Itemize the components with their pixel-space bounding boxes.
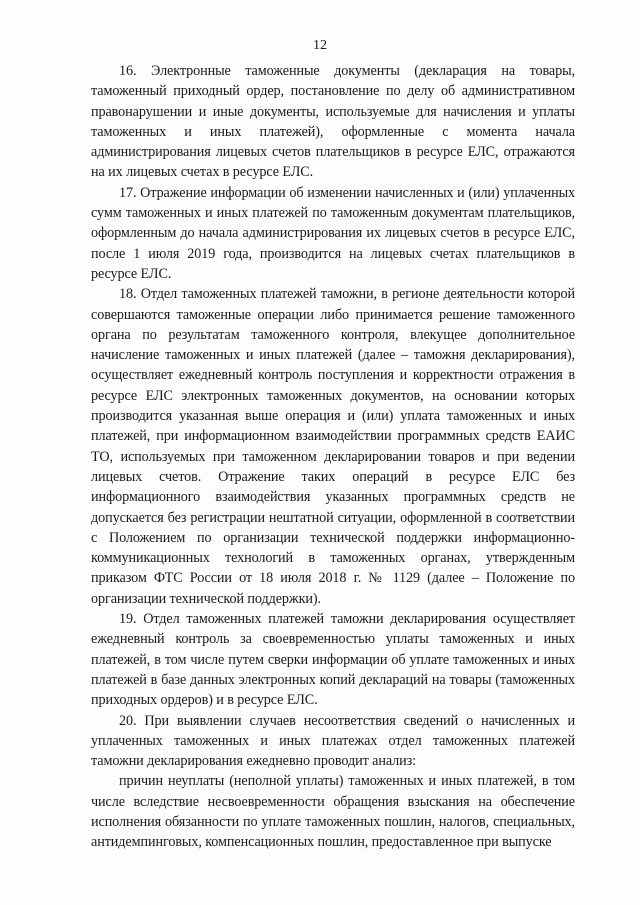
paragraph-17: 17. Отражение информации об изменении начисленных и (или) уплаченных сумм таможенных и иных платежей по таможенным документам плательщиков, оформленным до начала администрирования их лицевых счетов в ресурсе ЕЛС, после 1 июля 2019 года, производится на лицевых счетах плательщиков в ресурсе ЕЛС. — [91, 184, 575, 282]
document-body — [91, 61, 575, 853]
paragraph-16: 16. Электронные таможенные документы (декларация на товары, таможенный приходный ордер, постановление по делу об административном правонарушении и иные документы, используемые для начисления и уплаты таможенных и иных платежей), оформленные с момента начала администрирования лицевых счетов плательщиков в ресурсе ЕЛС, отражаются на их лицевых счетах в ресурсе ЕЛС. — [91, 63, 575, 181]
paragraph-20-subitem: причин неуплаты (неполной уплаты) таможенных и иных платежей, в том числе вследствие несвоевременности обращения взыскания на обеспечение исполнения обязанности по уплате таможенных пошлин, налогов, специальных, антидемпинговых, компенсационных пошлин, предоставленное при выпуске — [91, 773, 575, 851]
paragraph-20: 20. При выявлении случаев несоответствия сведений о начисленных и уплаченных таможенных и иных платежах отдел таможенных платежей таможни декларирования ежедневно проводит анализ: — [91, 712, 575, 770]
paragraph-19: 19. Отдел таможенных платежей таможни декларирования осуществляет ежедневный контроль за своевременностью уплаты таможенных и иных платежей, в том числе путем сверки информации об уплате таможенных и иных платежей в базе данных электронных копий деклараций на товары (таможенных приходных ордеров) и в ресурсе ЕЛС. — [91, 611, 575, 709]
paragraph-18: 18. Отдел таможенных платежей таможни, в регионе деятельности которой совершаются таможенные операции либо принимается решение таможенного органа по результатам таможенного контроля, влекущее дополнительное начисление таможенных и иных платежей (далее – таможня декларирования), осуществляет ежедневный контроль поступления и корректности отражения в ресурсе ЕЛС электронных таможенных документов, на основании которых производится указанная выше операция и (или) уплата таможенных и иных платежей, при информационном взаимодействии программных средств ЕАИС ТО, используемых при таможенном декларировании товаров и при ведении лицевых счетов. Отражение таких операций в ресурсе ЕЛС без информационного взаимодействия указанных программных средств не допускается без регистрации нештатной ситуации, оформленной в соответствии с Положением по организации технической поддержки информационно-коммуникационных технологий в таможенных органах, утвержденным приказом ФТС России от 18 июля 2018 г. № 1129 (далее – Положение по организации технической поддержки). — [91, 286, 575, 607]
page-number: 12 — [313, 38, 327, 53]
